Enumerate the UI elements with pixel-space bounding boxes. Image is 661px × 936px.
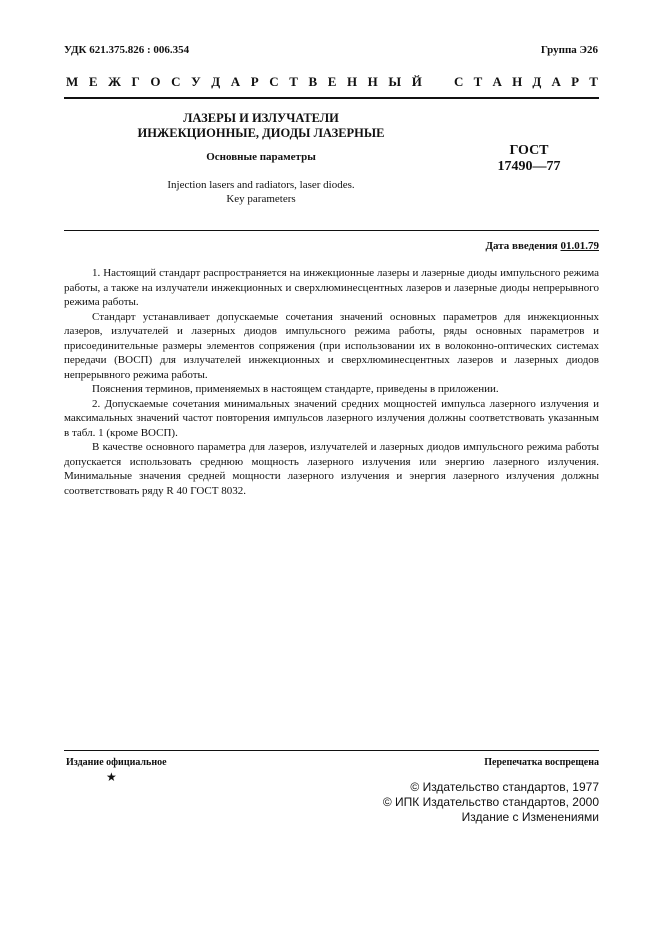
heading-letter: У <box>191 74 201 89</box>
english-title-line-2: Key parameters <box>226 193 296 205</box>
copyright-line-1: © Издательство стандартов, 1977 <box>410 780 599 794</box>
interstate-word-1 <box>66 74 422 90</box>
heading-letter: О <box>150 74 161 89</box>
heading-letter: Ж <box>108 74 121 89</box>
document-subtitle: Основные параметры <box>206 151 316 163</box>
heading-letter: Т <box>289 74 298 89</box>
gost-label: ГОСТ <box>509 143 549 158</box>
heading-letter: М <box>66 74 79 89</box>
heading-letter: Е <box>88 74 98 89</box>
gost-number: 17490—77 <box>497 159 561 174</box>
heading-letter: Д <box>532 74 542 89</box>
footer-rule <box>64 750 599 751</box>
heading-letter: Т <box>473 74 483 89</box>
title-line-2: ИНЖЕКЦИОННЫЕ, ДИОДЫ ЛАЗЕРНЫЕ <box>137 126 385 140</box>
heading-letter: В <box>308 74 318 89</box>
english-title-line-1: Injection lasers and radiators, laser diodes. <box>167 179 355 191</box>
body-text <box>64 266 599 498</box>
heading-letter: Н <box>367 74 378 89</box>
paragraph-5: В качестве основного параметра для лазеров, излучателей и лазерных диодов импульсного режима работы допускается использовать среднюю мощность лазерного излучения или энергию лазерного излучения. Минимальные значения средней мощности лазерного излучения и энергия лазерного излучения должны соответствовать ряду R 40 ГОСТ 8032. <box>64 441 599 497</box>
paragraph-1: 1. Настоящий стандарт распространяется на инжекционные лазеры и лазерные диоды импульсного режима работы, а также на излучатели инжекционных и сверхлюминесцентных лазеров и лазерные диоды непрерывного режима работы. <box>64 267 599 308</box>
official-edition-label: Издание официальное <box>66 757 167 768</box>
heading-letter: Й <box>411 74 422 89</box>
heading-letter: А <box>230 74 241 89</box>
heading-letter: Н <box>346 74 358 89</box>
interstate-standard-heading <box>66 74 598 90</box>
heading-letter: А <box>551 74 561 89</box>
heading-letter: С <box>454 74 464 89</box>
heading-letter: Е <box>327 74 337 89</box>
intro-date-line <box>485 240 599 252</box>
heading-letter: Ы <box>388 74 402 89</box>
heading-letter: Р <box>571 74 580 89</box>
document-title <box>130 111 392 141</box>
heading-letter: Г <box>131 74 140 89</box>
gost-block <box>494 143 564 175</box>
copyright-line-2: © ИПК Издательство стандартов, 2000 <box>382 795 599 809</box>
heading-letter: Д <box>211 74 221 89</box>
edition-note: Издание с Изменениями <box>461 810 599 824</box>
udk-code: УДК 621.375.826 : 006.354 <box>64 44 190 56</box>
intro-date-label: Дата введения <box>485 240 558 252</box>
heading-letter: Р <box>250 74 259 89</box>
english-title <box>130 178 392 206</box>
header-rule <box>64 97 599 99</box>
intro-date-value: 01.01.79 <box>560 240 599 252</box>
reprint-prohibited-label: Перепечатка воспрещена <box>484 757 599 768</box>
heading-letter: А <box>492 74 502 89</box>
heading-letter: Т <box>589 74 598 89</box>
heading-letter: С <box>269 74 279 89</box>
interstate-word-2 <box>454 74 598 90</box>
title-rule <box>64 230 599 231</box>
group-code: Группа Э26 <box>540 44 598 56</box>
paragraph-2: Стандарт устанавливает допускаемые сочетания значений основных параметров для инжекционных лазеров, излучателей и лазерных диодов импульсного режима работы, ряды основных параметров и присоединительные размеры элементов сопряжения (при использовании их в волоконно-оптических системах передачи (ВОСП) для излучателей инжекционных и сверхлюминесцентных лазеров и лазерных диодов непрерывного режима работы. <box>64 310 599 381</box>
heading-letter: Н <box>512 74 523 89</box>
paragraph-3: Пояснения терминов, применяемых в настоящем стандарте, приведены в приложении. <box>92 383 499 395</box>
star-icon: ★ <box>106 770 117 784</box>
heading-letter: С <box>171 74 181 89</box>
copyright-block <box>383 780 599 825</box>
paragraph-4: 2. Допускаемые сочетания минимальных значений средних мощностей импульса лазерного излучения и максимальных значений частот повторения импульсов лазерного излучения должны соответствовать указанным в табл. 1 (кроме ВОСП). <box>64 397 599 439</box>
title-line-1: ЛАЗЕРЫ И ИЗЛУЧАТЕЛИ <box>183 111 339 125</box>
